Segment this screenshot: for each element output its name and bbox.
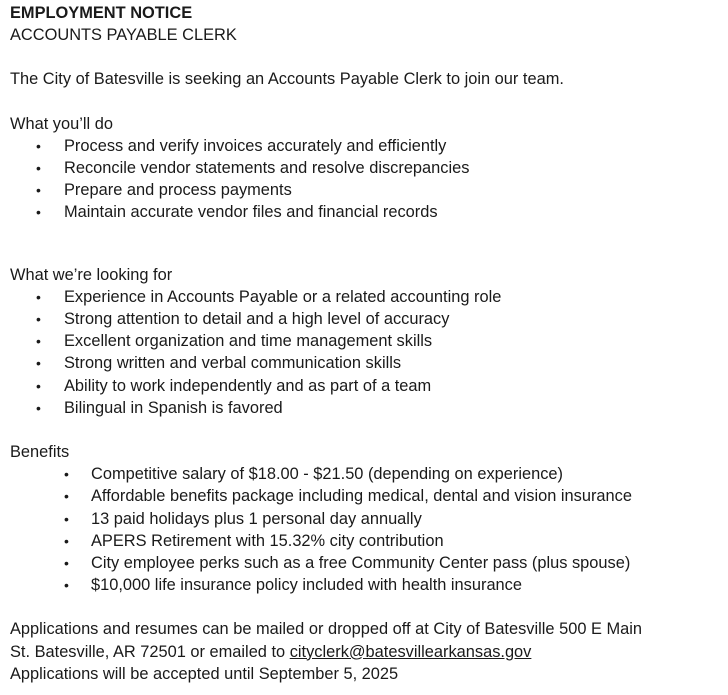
list-item: • Maintain accurate vendor files and financial records [10, 201, 722, 223]
bullet-icon: • [36, 311, 41, 328]
bullet-icon: • [64, 577, 69, 594]
requirements-list [10, 286, 722, 419]
bullet-icon: • [36, 160, 41, 177]
employment-notice-document [10, 2, 722, 685]
benefits-list [10, 463, 722, 596]
bullet-icon: • [36, 377, 41, 394]
list-item: • Competitive salary of $18.00 - $21.50 (depending on experience) [10, 463, 722, 485]
bullet-icon: • [64, 555, 69, 572]
position-title: ACCOUNTS PAYABLE CLERK [10, 26, 237, 45]
bullet-icon: • [36, 333, 41, 350]
duties-heading: What you’ll do [10, 114, 113, 133]
email-link[interactable]: cityclerk@batesvillearkansas.gov [289, 642, 532, 661]
bullet-icon: • [36, 204, 41, 221]
list-item: • Strong written and verbal communication skills [10, 352, 722, 374]
list-item: • Experience in Accounts Payable or a related accounting role [10, 286, 722, 308]
bullet-icon: • [36, 399, 41, 416]
bullet-icon: • [64, 532, 69, 549]
list-item: • $10,000 life insurance policy included with health insurance [10, 574, 722, 596]
bullet-icon: • [64, 488, 69, 505]
list-item: • Affordable benefits package including medical, dental and vision insurance [10, 485, 722, 507]
list-item: • 13 paid holidays plus 1 personal day annually [10, 508, 722, 530]
application-info-line1: Applications and resumes can be mailed or dropped off at City of Batesville 500 E Main [10, 620, 642, 639]
bullet-icon: • [64, 466, 69, 483]
list-item: • Ability to work independently and as part of a team [10, 375, 722, 397]
bullet-icon: • [36, 355, 41, 372]
requirements-heading: What we’re looking for [10, 265, 173, 284]
duties-list [10, 135, 722, 224]
application-deadline: Applications will be accepted until September 5, 2025 [10, 664, 399, 683]
bullet-icon: • [64, 510, 69, 527]
benefits-heading: Benefits [10, 443, 70, 462]
bullet-icon: • [36, 288, 41, 305]
list-item: • Excellent organization and time management skills [10, 330, 722, 352]
list-item: • Reconcile vendor statements and resolve discrepancies [10, 157, 722, 179]
notice-title: EMPLOYMENT NOTICE [10, 4, 193, 22]
bullet-icon: • [36, 182, 41, 199]
list-item: • Strong attention to detail and a high level of accuracy [10, 308, 722, 330]
list-item: • Prepare and process payments [10, 179, 722, 201]
list-item: • Bilingual in Spanish is favored [10, 397, 722, 419]
intro-text: The City of Batesville is seeking an Accounts Payable Clerk to join our team. [10, 70, 564, 89]
list-item: • City employee perks such as a free Community Center pass (plus spouse) [10, 552, 722, 574]
list-item: • Process and verify invoices accurately and efficiently [10, 135, 722, 157]
list-item: • APERS Retirement with 15.32% city contribution [10, 530, 722, 552]
application-info-line2: St. Batesville, AR 72501 or emailed to cityclerk@batesvillearkansas.gov [10, 642, 532, 661]
bullet-icon: • [36, 137, 41, 154]
